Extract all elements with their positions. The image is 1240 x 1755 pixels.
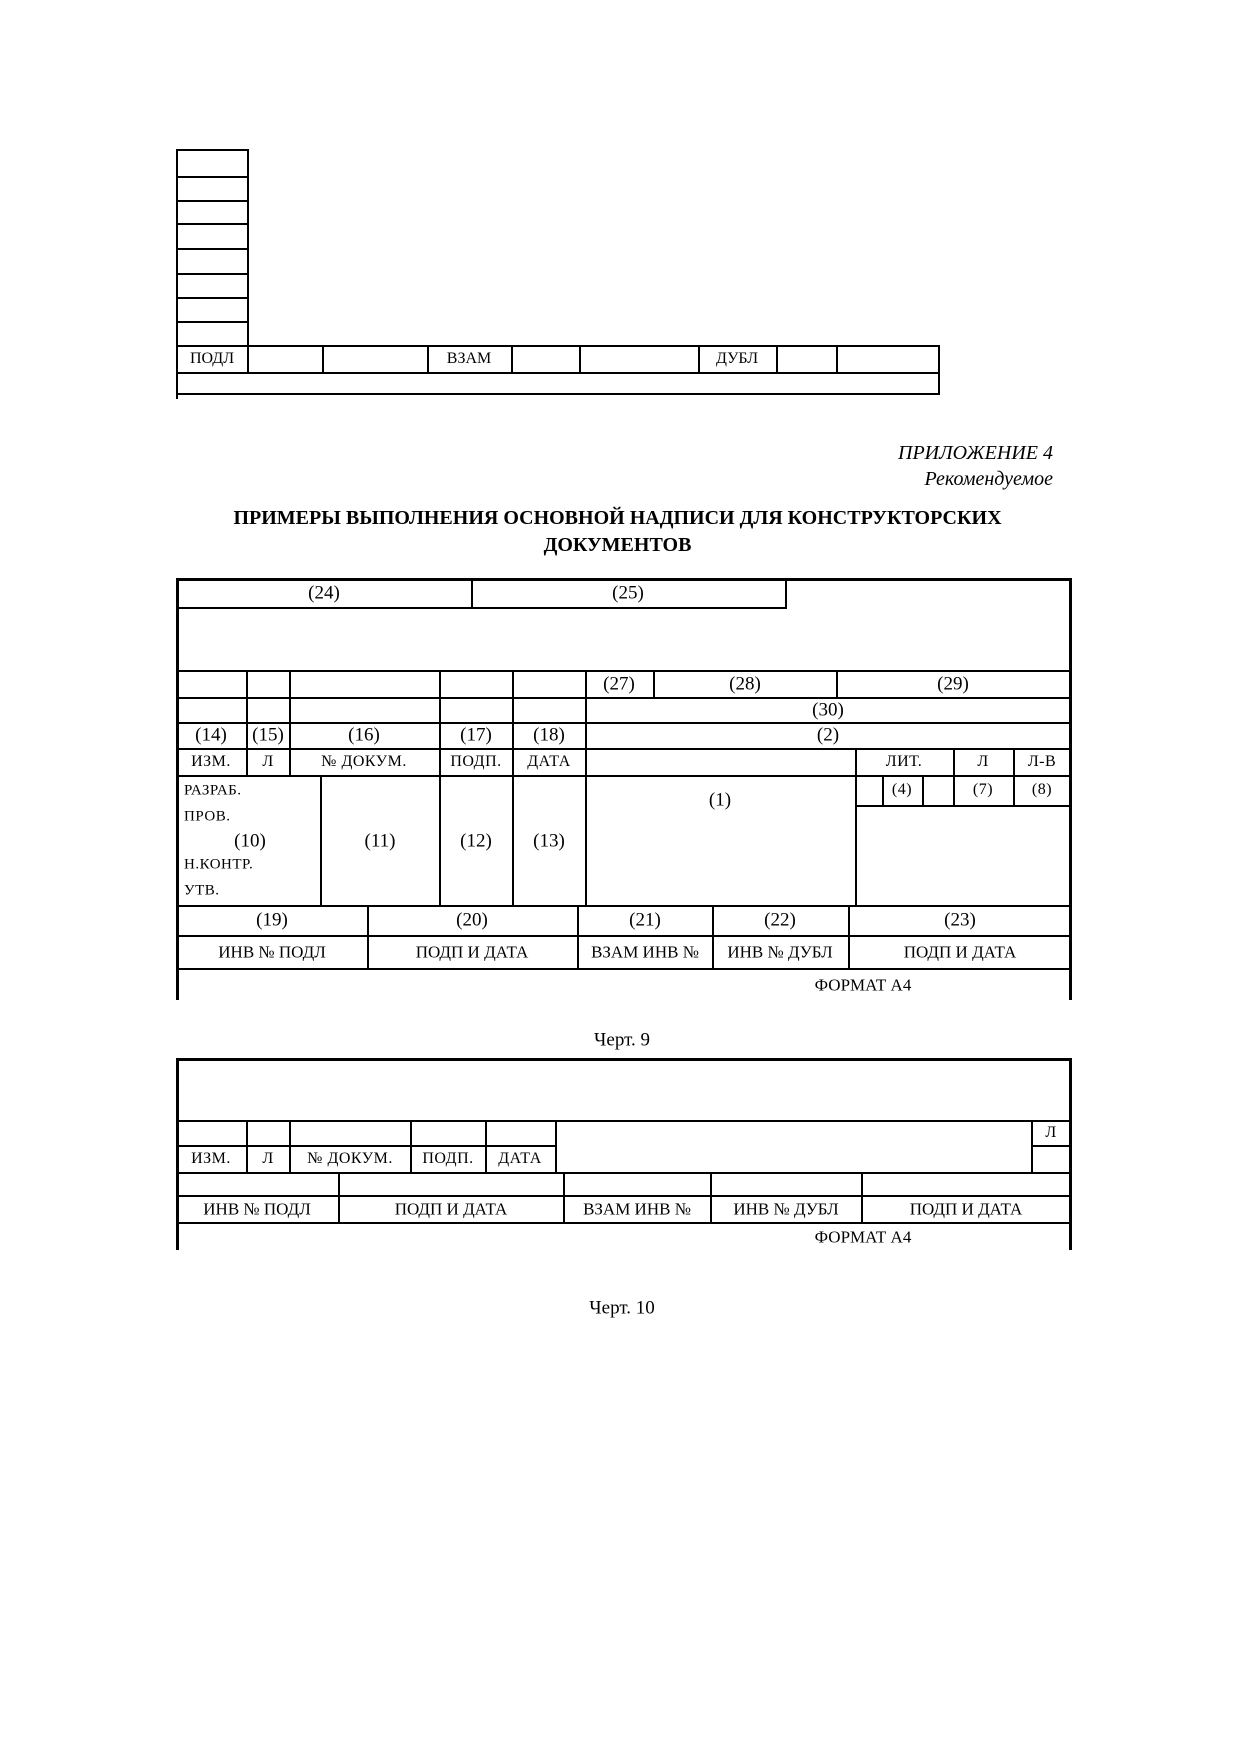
bottom-podp-data-2: ПОДП И ДАТА bbox=[909, 1199, 1023, 1219]
role-razrab: РАЗРАБ. bbox=[184, 782, 242, 799]
strip-cell-podl: ПОДЛ bbox=[189, 350, 235, 367]
grid-line bbox=[938, 345, 940, 395]
format-a4-label: ФОРМАТ А4 bbox=[814, 1227, 912, 1247]
strip-cell-vzam: ВЗАМ bbox=[446, 350, 492, 367]
cell-22: (22) bbox=[764, 909, 796, 931]
cell-29: (29) bbox=[937, 673, 969, 695]
grid-line bbox=[563, 1172, 565, 1222]
grid-line bbox=[712, 905, 714, 968]
grid-line bbox=[861, 1172, 863, 1222]
grid-line bbox=[176, 607, 787, 609]
grid-line bbox=[922, 775, 924, 805]
header-lv: Л-В bbox=[1027, 753, 1057, 770]
grid-line bbox=[246, 1120, 248, 1172]
grid-line bbox=[439, 670, 441, 905]
grid-line bbox=[176, 935, 1071, 937]
grid-line bbox=[427, 345, 429, 374]
grid-line bbox=[176, 149, 249, 151]
bottom-podp-data-2: ПОДП И ДАТА bbox=[903, 942, 1017, 962]
grid-line bbox=[338, 1172, 340, 1222]
header-data: ДАТА bbox=[527, 753, 571, 770]
cell-16: (16) bbox=[348, 724, 380, 746]
grid-line bbox=[176, 321, 249, 323]
grid-line bbox=[367, 905, 369, 968]
role-prov: ПРОВ. bbox=[184, 808, 231, 825]
grid-line bbox=[710, 1172, 712, 1222]
grid-line bbox=[176, 297, 249, 299]
grid-line bbox=[836, 345, 838, 374]
grid-line bbox=[176, 393, 940, 395]
grid-line bbox=[585, 670, 587, 905]
grid-line bbox=[410, 1120, 412, 1172]
format-a4-label: ФОРМАТ А4 bbox=[814, 975, 912, 995]
grid-line bbox=[785, 578, 787, 607]
grid-line bbox=[176, 670, 1071, 672]
header-dokum: № ДОКУМ. bbox=[321, 753, 407, 770]
cell-20: (20) bbox=[456, 909, 488, 931]
cell-19: (19) bbox=[256, 909, 288, 931]
grid-line bbox=[953, 748, 955, 805]
grid-line bbox=[246, 670, 248, 775]
role-utv: УТВ. bbox=[184, 882, 220, 899]
grid-line bbox=[176, 223, 249, 225]
grid-line bbox=[176, 775, 1071, 777]
cell-4: (4) bbox=[891, 781, 913, 798]
grid-line bbox=[176, 1058, 1072, 1061]
cell-30: (30) bbox=[812, 699, 844, 721]
bottom-podp-data: ПОДП И ДАТА bbox=[394, 1199, 508, 1219]
cell-18: (18) bbox=[533, 724, 565, 746]
grid-line bbox=[176, 200, 249, 202]
grid-line bbox=[176, 968, 1071, 970]
grid-line bbox=[320, 775, 322, 905]
grid-line bbox=[579, 345, 581, 374]
page-title: ПРИМЕРЫ ВЫПОЛНЕНИЯ ОСНОВНОЙ НАДПИСИ ДЛЯ КОНСТРУКТОРСКИХ ДОКУМЕНТОВ bbox=[233, 507, 1002, 556]
header-lit: ЛИТ. bbox=[885, 753, 923, 770]
cell-24: (24) bbox=[308, 582, 340, 604]
grid-line bbox=[176, 1172, 1071, 1174]
grid-line bbox=[577, 905, 579, 968]
grid-line bbox=[653, 670, 655, 697]
grid-line bbox=[176, 248, 249, 250]
grid-line bbox=[855, 748, 857, 905]
bottom-podp-data: ПОДП И ДАТА bbox=[415, 942, 529, 962]
grid-line bbox=[176, 1145, 557, 1147]
bottom-vzam-inv: ВЗАМ ИНВ № bbox=[591, 942, 699, 962]
role-nkontr: Н.КОНТР. bbox=[184, 856, 254, 873]
header-podp: ПОДП. bbox=[450, 753, 502, 770]
appendix-subtitle: Рекомендуемое bbox=[924, 468, 1053, 490]
cell-2: (2) bbox=[816, 724, 840, 746]
grid-line bbox=[176, 345, 940, 347]
grid-line bbox=[176, 697, 1071, 699]
grid-line bbox=[176, 578, 1072, 581]
bottom-vzam-inv: ВЗАМ ИНВ № bbox=[583, 1199, 691, 1219]
cell-23: (23) bbox=[944, 909, 976, 931]
grid-line bbox=[289, 1120, 291, 1172]
cell-15: (15) bbox=[252, 724, 284, 746]
grid-line bbox=[882, 775, 884, 805]
figure-caption-10: Черт. 10 bbox=[589, 1297, 655, 1319]
cell-1: (1) bbox=[708, 789, 732, 811]
cell-11: (11) bbox=[364, 830, 396, 852]
header-dokum: № ДОКУМ. bbox=[307, 1150, 393, 1167]
bottom-inv-podl: ИНВ № ПОДЛ bbox=[203, 1199, 311, 1219]
grid-line bbox=[176, 1195, 1071, 1197]
cell-10: (10) bbox=[234, 830, 266, 852]
sheet-number-header: Л bbox=[1045, 1124, 1057, 1141]
bottom-inv-podl: ИНВ № ПОДЛ bbox=[218, 942, 326, 962]
header-izm: ИЗМ. bbox=[191, 1150, 231, 1167]
grid-line bbox=[176, 372, 940, 374]
bottom-inv-dubl: ИНВ № ДУБЛ bbox=[733, 1199, 839, 1219]
grid-line bbox=[698, 345, 700, 374]
cell-25: (25) bbox=[612, 582, 644, 604]
cell-12: (12) bbox=[460, 830, 492, 852]
grid-line bbox=[176, 1120, 1071, 1122]
grid-line bbox=[176, 1222, 1071, 1224]
grid-line bbox=[176, 722, 1071, 724]
appendix-heading bbox=[898, 440, 1053, 492]
header-list: Л bbox=[977, 753, 989, 770]
header-l: Л bbox=[262, 753, 274, 770]
grid-line bbox=[322, 345, 324, 374]
grid-line bbox=[511, 345, 513, 374]
grid-line bbox=[176, 905, 1071, 907]
strip-cell-dubl: ДУБЛ bbox=[715, 350, 759, 367]
grid-line bbox=[1013, 748, 1015, 805]
cell-8: (8) bbox=[1031, 781, 1053, 798]
appendix-title: ПРИЛОЖЕНИЕ 4 bbox=[898, 442, 1053, 464]
grid-line bbox=[176, 273, 249, 275]
grid-line bbox=[247, 149, 249, 372]
grid-line bbox=[855, 805, 1071, 807]
grid-line bbox=[848, 905, 850, 968]
grid-line bbox=[836, 670, 838, 697]
grid-line bbox=[555, 1120, 557, 1172]
grid-line bbox=[1031, 1120, 1033, 1172]
grid-line bbox=[176, 176, 249, 178]
grid-line bbox=[776, 345, 778, 374]
bottom-inv-dubl: ИНВ № ДУБЛ bbox=[727, 942, 833, 962]
grid-line bbox=[289, 670, 291, 775]
cell-27: (27) bbox=[603, 673, 635, 695]
figure-caption-9: Черт. 9 bbox=[594, 1029, 650, 1051]
cell-21: (21) bbox=[629, 909, 661, 931]
header-izm: ИЗМ. bbox=[191, 753, 231, 770]
grid-line bbox=[485, 1120, 487, 1172]
cell-28: (28) bbox=[729, 673, 761, 695]
grid-line bbox=[1031, 1145, 1071, 1147]
cell-14: (14) bbox=[195, 724, 227, 746]
cell-7: (7) bbox=[972, 781, 994, 798]
header-podp: ПОДП. bbox=[422, 1150, 474, 1167]
cell-17: (17) bbox=[460, 724, 492, 746]
grid-line bbox=[471, 578, 473, 607]
header-data: ДАТА bbox=[498, 1150, 542, 1167]
header-l: Л bbox=[262, 1150, 274, 1167]
grid-line bbox=[176, 748, 1071, 750]
cell-13: (13) bbox=[533, 830, 565, 852]
grid-line bbox=[512, 670, 514, 905]
